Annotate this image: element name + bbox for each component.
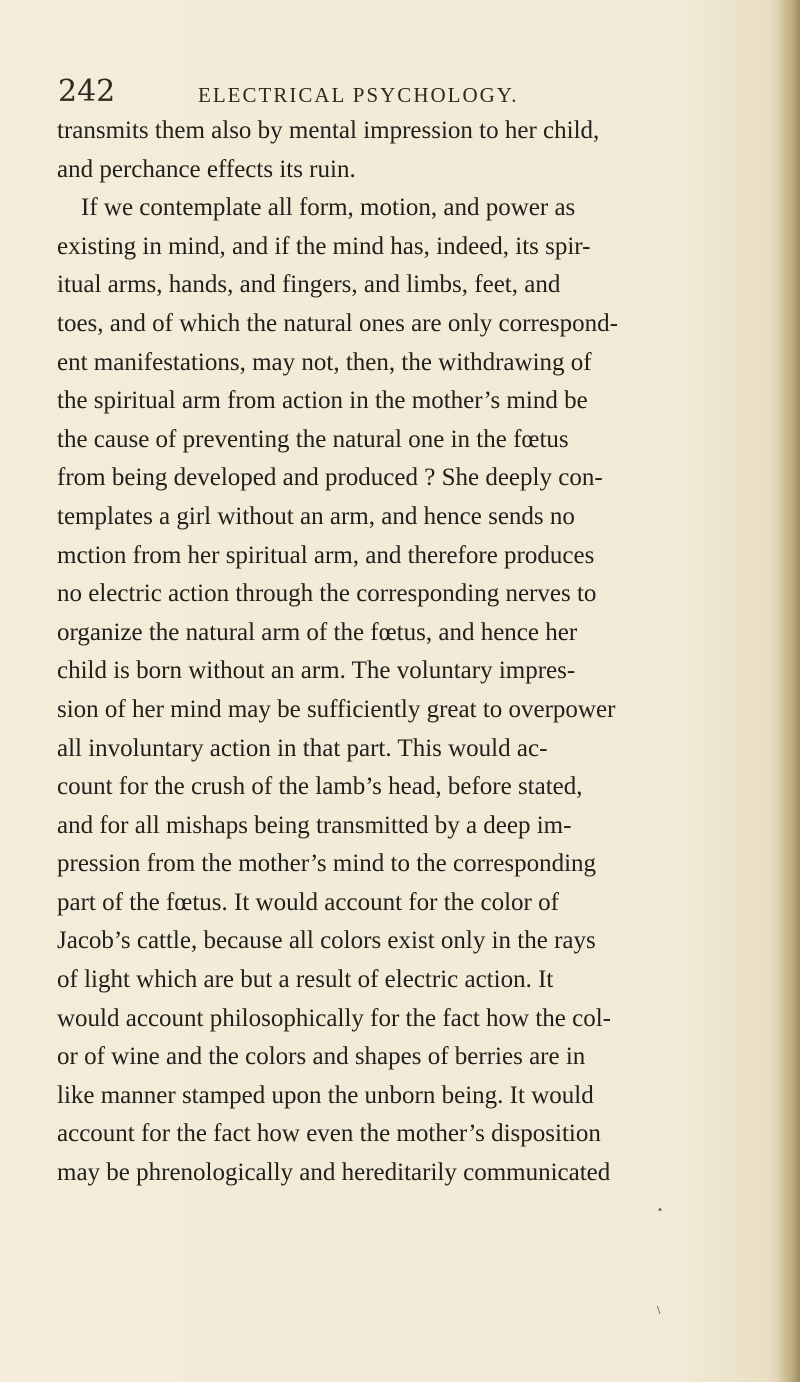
text-line: all involuntary action in that part. This would ac- [57,734,548,762]
page-edge-shadow [778,0,800,1382]
page-header [58,72,758,112]
body-text [57,112,777,1193]
text-line: and for all mishaps being transmitted by a deep im- [57,811,572,839]
text-line: from being developed and produced ? She deeply con- [57,464,603,492]
text-line: Jacob’s cattle, because all colors exist only in the rays [57,927,596,955]
text-line: part of the fœtus. It would account for the color of [57,888,559,916]
text-line: of light which are but a result of electric action. It [57,966,554,994]
text-line: no electric action through the corresponding nerves to [57,580,597,608]
text-line: If we contemplate all form, motion, and power as [81,194,576,222]
stray-mark: \ [657,1305,661,1316]
text-line: child is born without an arm. The voluntary impres- [57,657,576,685]
text-line: or of wine and the colors and shapes of berries are in [57,1043,586,1071]
text-line: would account philosophically for the fact how the col- [57,1004,612,1032]
text-line: mction from her spiritual arm, and therefore produces [57,541,595,569]
text-line: organize the natural arm of the fœtus, and hence her [57,618,578,646]
text-line: existing in mind, and if the mind has, indeed, its spir- [57,232,591,260]
running-head: ELECTRICAL PSYCHOLOGY. [198,83,519,107]
page-number: 242 [58,74,116,109]
text-line: like manner stamped upon the unborn being. It would [57,1081,594,1109]
text-line: the cause of preventing the natural one in the fœtus [57,425,569,453]
text-line: toes, and of which the natural ones are only correspond- [57,309,618,337]
text-line: ent manifestations, may not, then, the withdrawing of [57,348,592,376]
text-line: itual arms, hands, and fingers, and limbs, feet, and [57,271,561,299]
text-line: count for the crush of the lamb’s head, before stated, [57,773,583,801]
text-line: the spiritual arm from action in the mother’s mind be [57,387,588,415]
text-line: and perchance effects its ruin. [57,155,356,183]
text-line: sion of her mind may be sufficiently great to overpower [57,695,616,723]
text-line: may be phrenologically and hereditarily communicated [57,1159,611,1187]
text-line: templates a girl without an arm, and hence sends no [57,502,575,530]
text-line: transmits them also by mental impression to her child, [57,117,600,144]
text-line: account for the fact how even the mother’s disposition [57,1120,601,1148]
stray-mark: • [657,1205,663,1216]
text-line: pression from the mother’s mind to the corresponding [57,850,597,878]
